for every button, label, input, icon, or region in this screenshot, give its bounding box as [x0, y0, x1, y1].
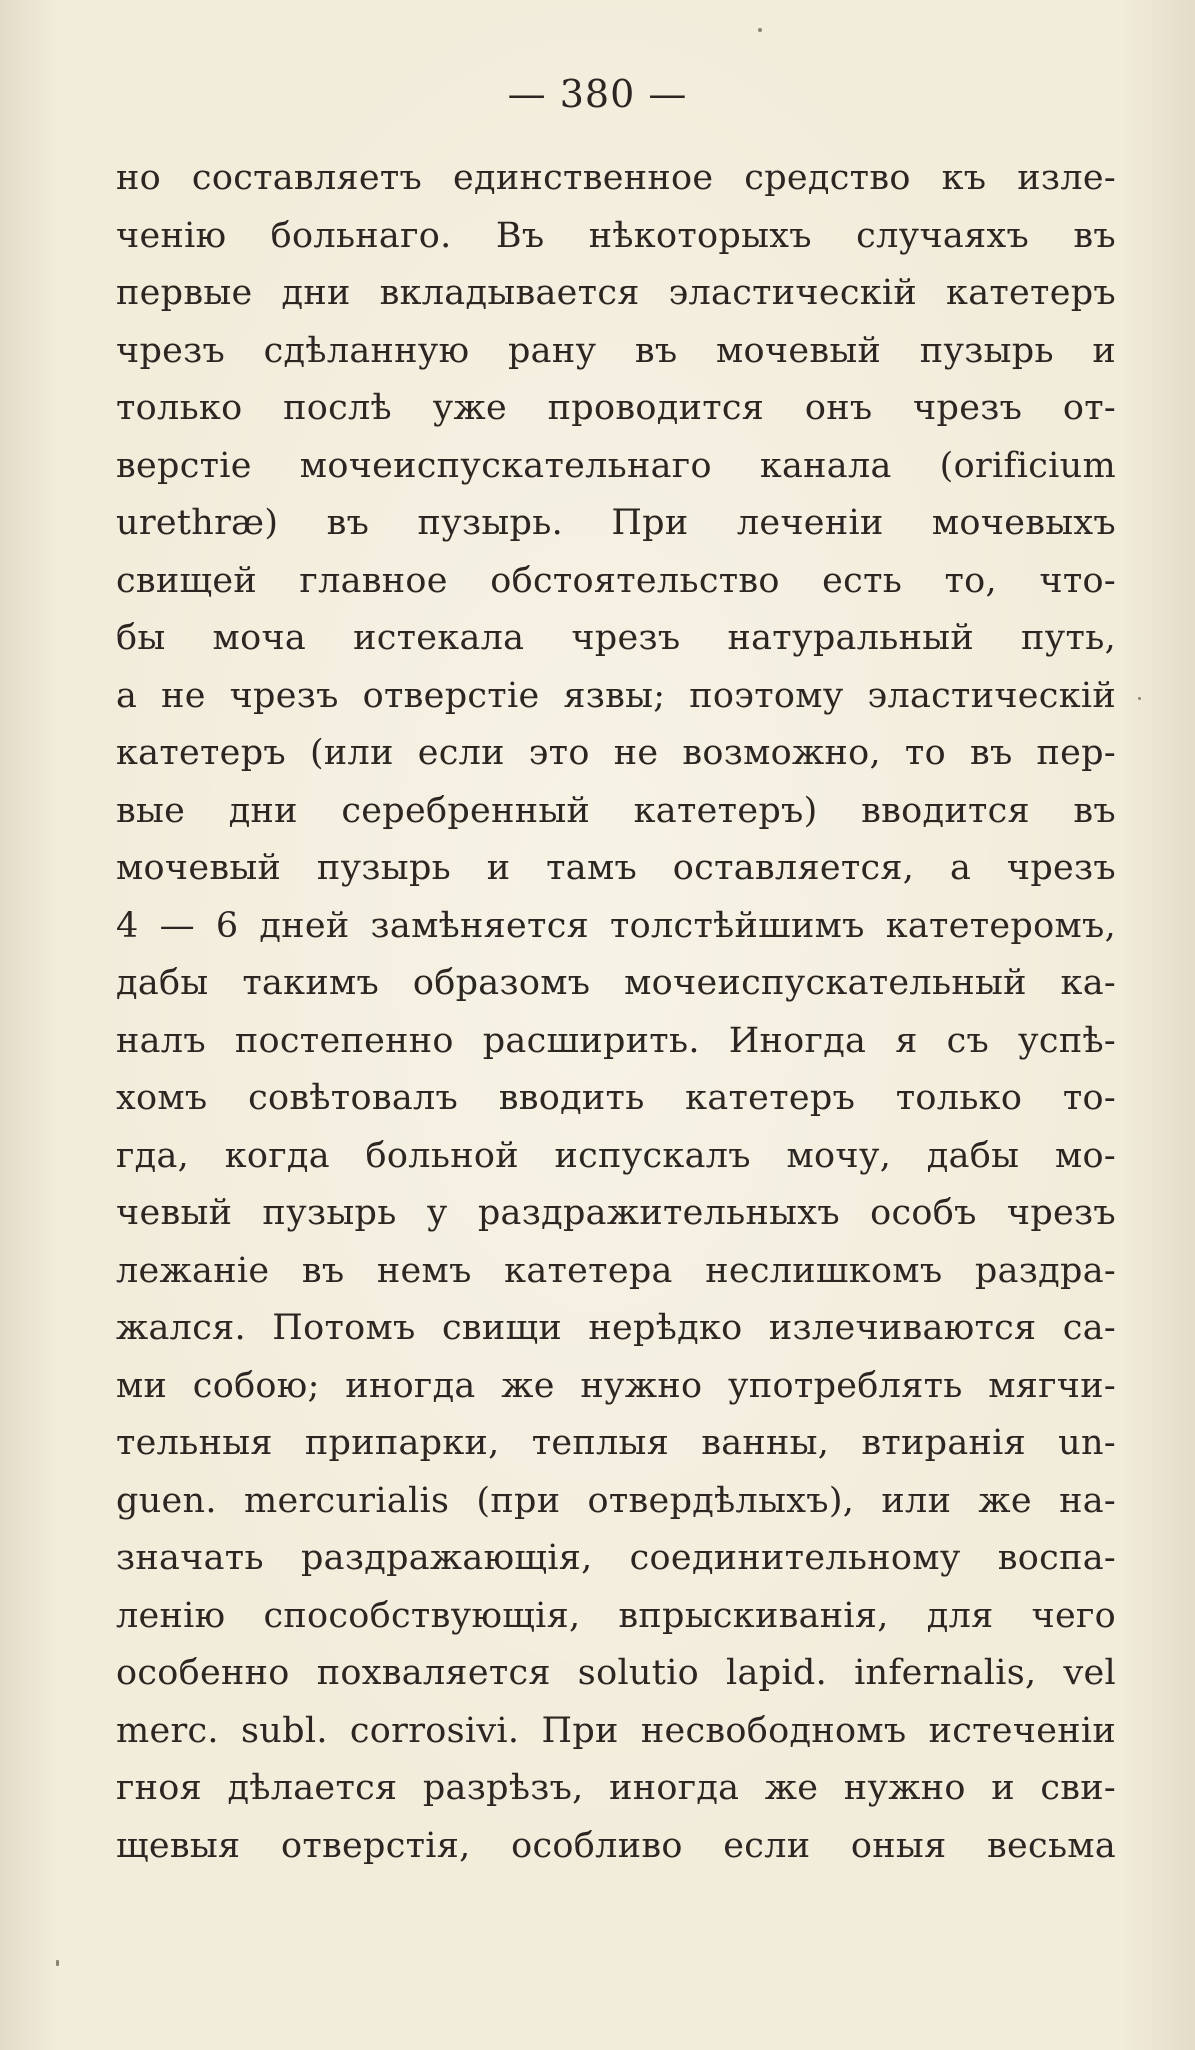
text-line: guen. mercurialis (при отвердѣлыхъ), или же на-: [116, 1480, 1116, 1521]
text-line: катетеръ (или если это не возможно, то въ пер-: [116, 733, 1116, 773]
text-line: 4 — 6 дней замѣняется толстѣйшимъ катетеромъ,: [116, 905, 1116, 946]
text-line: merc. subl. corrosivi. При несвободномъ истеченіи: [116, 1710, 1116, 1751]
text-line: свищей главное обстоятельство есть то, что-: [116, 560, 1116, 601]
text-line: жался. Потомъ свищи нерѣдко излечиваются са-: [116, 1308, 1116, 1348]
text-line: чрезъ сдѣланную рану въ мочевый пузырь и: [116, 330, 1116, 371]
text-line: вые дни серебренный катетеръ) вводится въ: [116, 790, 1116, 831]
text-line: ченію больнаго. Въ нѣкоторыхъ случаяхъ въ: [116, 215, 1116, 256]
text-line: чевый пузырь у раздражительныхъ особъ чрезъ: [116, 1193, 1116, 1233]
text-line: мочевый пузырь и тамъ оставляется, а чрезъ: [116, 848, 1116, 888]
text-line: гноя дѣлается разрѣзъ, иногда же нужно и сви-: [116, 1768, 1116, 1808]
text-line: дабы такимъ образомъ мочеиспускательный ка-: [116, 963, 1116, 1003]
text-line: urethræ) въ пузырь. При леченіи мочевыхъ: [116, 503, 1116, 543]
text-line: бы моча истекала чрезъ натуральный путь,: [116, 618, 1116, 658]
paper-speck: [758, 28, 762, 32]
text-line: верстіе мочеиспускательнаго канала (orificium: [116, 445, 1116, 486]
text-line: тельныя припарки, теплыя ванны, втиранія un-: [116, 1423, 1116, 1463]
text-line: только послѣ уже проводится онъ чрезъ от-: [116, 388, 1116, 428]
text-line: но составляетъ единственное средство къ изле-: [116, 158, 1116, 198]
body-text: [116, 150, 1116, 1875]
text-line: ми собою; иногда же нужно употреблять мягчи-: [116, 1365, 1116, 1406]
text-line: значать раздражающія, соединительному воспа-: [116, 1538, 1116, 1578]
text-line: особенно похваляется solutio lapid. infernalis, vel: [116, 1653, 1116, 1693]
text-line: ленію способствующія, впрыскиванія, для чего: [116, 1595, 1116, 1636]
text-line: первые дни вкладывается эластическій катетеръ: [116, 273, 1116, 313]
text-line: а не чрезъ отверстіе язвы; поэтому эластическій: [116, 675, 1116, 716]
paper-speck: [56, 1960, 59, 1966]
page-number: — 380 —: [507, 72, 688, 116]
text-line: гда, когда больной испускалъ мочу, дабы мо-: [116, 1135, 1116, 1176]
paper-speck: [1138, 697, 1141, 700]
text-line: лежаніе въ немъ катетера неслишкомъ раздра-: [116, 1250, 1116, 1291]
text-line: налъ постепенно расширить. Иногда я съ успѣ-: [116, 1020, 1116, 1061]
text-line: щевыя отверстія, особливо если оныя весьма: [116, 1825, 1116, 1866]
text-line: хомъ совѣтовалъ вводить катетеръ только то-: [116, 1078, 1116, 1118]
